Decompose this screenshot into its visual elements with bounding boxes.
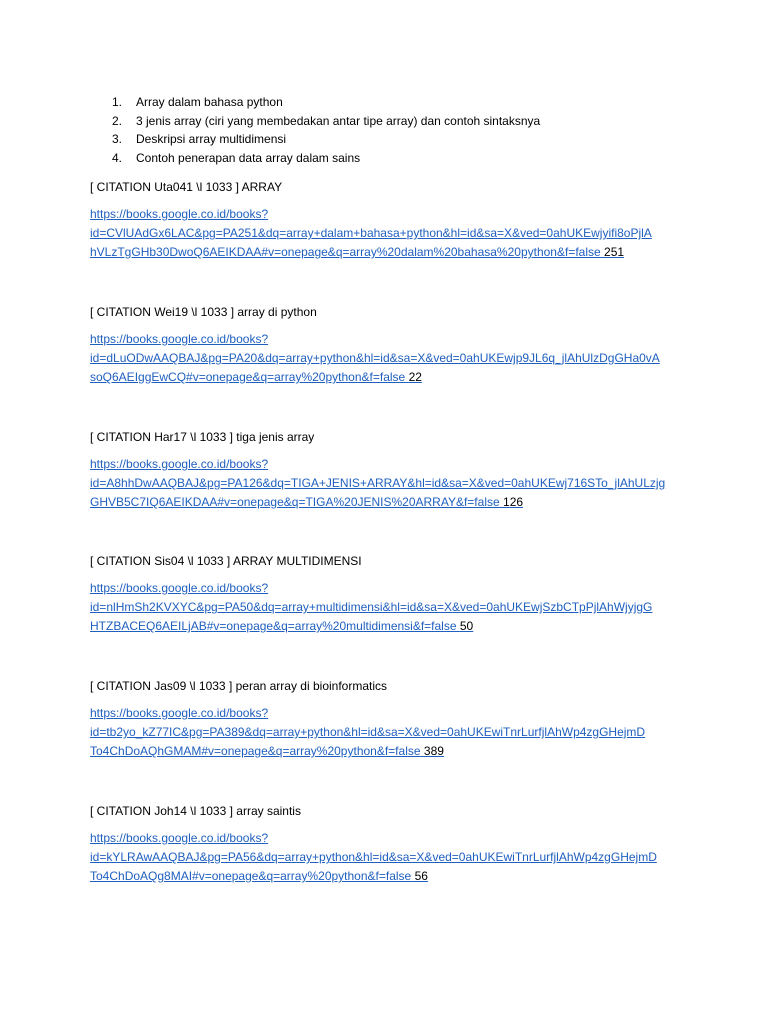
reference-link-block <box>90 829 690 886</box>
reference-entry <box>90 303 690 387</box>
citation-field: [ CITATION Sis04 \l 1033 ] ARRAY MULTIDIMENSI <box>90 554 362 568</box>
reference-link[interactable] <box>90 330 690 387</box>
link-line-last <box>90 368 690 387</box>
citation-field: [ CITATION Joh14 \l 1033 ] array saintis <box>90 804 301 818</box>
list-number: 2. <box>112 113 123 128</box>
link-line-last <box>90 243 690 262</box>
link-line: id=kYLRAwAAQBAJ&pg=PA56&dq=array+python&hl=id&sa=X&ved=0ahUKEwiTnrLurfjlAhWp4zgGHejmD <box>90 850 657 864</box>
reference-link[interactable] <box>90 205 690 262</box>
list-item <box>112 130 540 149</box>
link-line-text: hVLzTgGHb30DwoQ6AEIKDAA#v=onepage&q=array%20dalam%20bahasa%20python&f=false <box>90 245 601 259</box>
page-number: 22 <box>408 370 422 384</box>
link-line: id=A8hhDwAAQBAJ&pg=PA126&dq=TIGA+JENIS+ARRAY&hl=id&sa=X&ved=0ahUKEwj716STo_jlAhULzjg <box>90 476 666 490</box>
topic-list <box>112 93 540 167</box>
reference-entry <box>90 428 690 512</box>
list-text: Deskripsi array multidimensi <box>136 132 287 146</box>
reference-entry <box>90 802 690 886</box>
link-line: id=tb2yo_kZ77IC&pg=PA389&dq=array+python&hl=id&sa=X&ved=0ahUKEwiTnrLurfjlAhWp4zgGHejmD <box>90 725 646 739</box>
link-line: https://books.google.co.id/books? <box>90 207 269 221</box>
page-number: 251 <box>604 245 625 259</box>
list-text: 3 jenis array (ciri yang membedakan antar tipe array) dan contoh sintaksnya <box>136 113 541 128</box>
list-number: 1. <box>112 95 123 109</box>
reference-link-block <box>90 579 690 636</box>
list-number: 4. <box>112 150 123 165</box>
citation-field: [ CITATION Uta041 \l 1033 ] ARRAY <box>90 180 283 194</box>
link-line-last <box>90 493 690 512</box>
reference-link-block <box>90 704 690 761</box>
list-item <box>112 93 540 112</box>
reference-link[interactable] <box>90 829 690 886</box>
link-line-text: HTZBACEQ6AEILjAB#v=onepage&q=array%20multidimensi&f=false <box>90 619 457 633</box>
link-line-last <box>90 617 690 636</box>
link-line: id=nlHmSh2KVXYC&pg=PA50&dq=array+multidimensi&hl=id&sa=X&ved=0ahUKEwjSzbCTpPjlAhWjyjgG <box>90 600 653 614</box>
link-line-last <box>90 867 690 886</box>
link-line: id=dLuODwAAQBAJ&pg=PA20&dq=array+python&hl=id&sa=X&ved=0ahUKEwjp9JL6q_jlAhUlzDgGHa0vA <box>90 351 660 365</box>
reference-link[interactable] <box>90 579 690 636</box>
reference-link-block <box>90 205 690 262</box>
list-number: 3. <box>112 132 123 146</box>
citation-field: [ CITATION Jas09 \l 1033 ] peran array di bioinformatics <box>90 679 388 693</box>
list-item <box>112 149 540 168</box>
link-line-text: GHVB5C7IQ6AEIKDAA#v=onepage&q=TIGA%20JENIS%20ARRAY&f=false <box>90 495 500 509</box>
reference-link[interactable] <box>90 455 690 512</box>
list-item <box>112 112 540 131</box>
page-number: 56 <box>414 869 428 883</box>
list-text: Contoh penerapan data array dalam sains <box>136 150 361 165</box>
link-line: https://books.google.co.id/books? <box>90 457 269 471</box>
link-line-last <box>90 742 690 761</box>
citation-field: [ CITATION Har17 \l 1033 ] tiga jenis array <box>90 430 315 444</box>
page-number: 389 <box>423 744 444 758</box>
link-line: https://books.google.co.id/books? <box>90 581 269 595</box>
page-number: 50 <box>459 619 474 633</box>
link-line: https://books.google.co.id/books? <box>90 706 269 720</box>
reference-link-block <box>90 455 690 512</box>
reference-entry <box>90 552 690 636</box>
reference-entry <box>90 677 690 761</box>
link-line-text: soQ6AEIggEwCQ#v=onepage&q=array%20python&f=false <box>90 370 406 384</box>
reference-link[interactable] <box>90 704 690 761</box>
citation-field: [ CITATION Wei19 \l 1033 ] array di python <box>90 305 317 319</box>
link-line: https://books.google.co.id/books? <box>90 831 269 845</box>
link-line-text: To4ChDoAQg8MAI#v=onepage&q=array%20python&f=false <box>90 869 412 883</box>
reference-entry <box>90 178 690 262</box>
link-line: https://books.google.co.id/books? <box>90 332 269 346</box>
reference-link-block <box>90 330 690 387</box>
list-text: Array dalam bahasa python <box>136 95 283 109</box>
link-line: id=CVlUAdGx6LAC&pg=PA251&dq=array+dalam+bahasa+python&hl=id&sa=X&ved=0ahUKEwjyifi8oPjlA <box>90 226 652 240</box>
page-number: 126 <box>503 495 524 509</box>
link-line-text: To4ChDoAQhGMAM#v=onepage&q=array%20python&f=false <box>90 744 421 758</box>
